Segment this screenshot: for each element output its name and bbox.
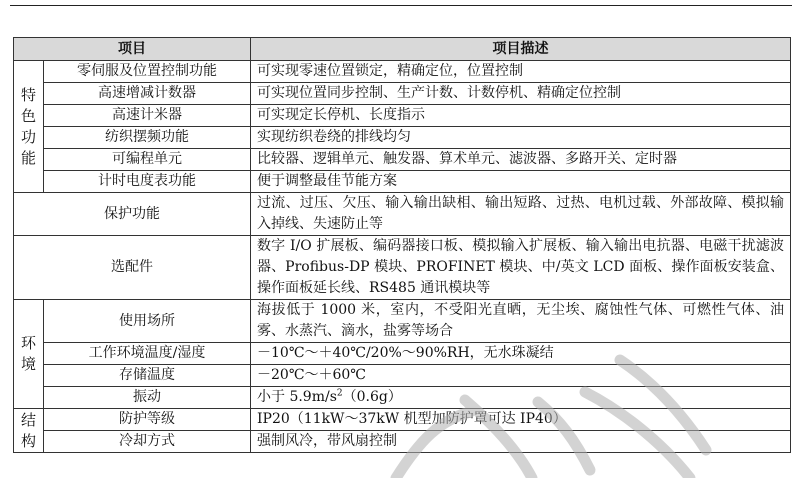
desc-cell: IP20（11kW～37kW 机型加防护罩可达 IP40） bbox=[251, 409, 791, 431]
table-row bbox=[14, 105, 791, 127]
table-row bbox=[14, 127, 791, 149]
group-environment: 环 境 bbox=[14, 300, 44, 409]
desc-cell: 便于调整最佳节能方案 bbox=[251, 171, 791, 193]
item-cell: 计时电度表功能 bbox=[44, 171, 251, 193]
desc-cell: －10℃～＋40℃/20%～90%RH，无水珠凝结 bbox=[251, 343, 791, 365]
table-row bbox=[14, 409, 791, 431]
item-cell: 纺织摆频功能 bbox=[44, 127, 251, 149]
desc-cell: 海拔低于 1000 米，室内，不受阳光直晒，无尘埃、腐蚀性气体、可燃性气体、油雾、水蒸汽、滴水，盐雾等场合 bbox=[251, 300, 791, 343]
table-row bbox=[14, 343, 791, 365]
item-cell: 使用场所 bbox=[44, 300, 251, 343]
table-row bbox=[14, 236, 791, 300]
desc-cell: 比较器、逻辑单元、触发器、算术单元、滤波器、多路开关、定时器 bbox=[251, 149, 791, 171]
table-row bbox=[14, 365, 791, 387]
table-row bbox=[14, 171, 791, 193]
vibration-value: 小于 5.9m/s bbox=[257, 389, 337, 405]
item-cell: 振动 bbox=[44, 387, 251, 409]
desc-cell: 可实现定长停机、长度指示 bbox=[251, 105, 791, 127]
table-row bbox=[14, 300, 791, 343]
table-row bbox=[14, 83, 791, 105]
table-row bbox=[14, 193, 791, 236]
desc-cell: 过流、过压、欠压、输入输出缺相、输出短路、过热、电机过载、外部故障、模拟输入掉线、失速防止等 bbox=[251, 193, 791, 236]
item-cell: 零伺服及位置控制功能 bbox=[44, 61, 251, 83]
desc-cell: 数字 I/O 扩展板、编码器接口板、模拟输入扩展板、输入输出电抗器、电磁干扰滤波器、Profibus-DP 模块、PROFINET 模块、中/英文 LCD 面板、操作面板安装盒、操作面板延长线、RS485 通讯模块等 bbox=[251, 236, 791, 300]
desc-cell: 强制风冷，带风扇控制 bbox=[251, 431, 791, 453]
header-description: 项目描述 bbox=[251, 38, 791, 61]
page-top-rule bbox=[10, 5, 792, 6]
item-cell: 可编程单元 bbox=[44, 149, 251, 171]
table-header-row bbox=[14, 38, 791, 61]
vibration-g: （0.6g） bbox=[342, 389, 402, 405]
desc-cell: 可实现零速位置锁定，精确定位，位置控制 bbox=[251, 61, 791, 83]
header-item: 项目 bbox=[14, 38, 251, 61]
item-cell: 保护功能 bbox=[14, 193, 251, 236]
desc-cell: 可实现位置同步控制、生产计数、计数停机、精确定位控制 bbox=[251, 83, 791, 105]
table-row bbox=[14, 431, 791, 453]
desc-cell bbox=[251, 387, 791, 409]
table-row bbox=[14, 149, 791, 171]
item-cell: 防护等级 bbox=[44, 409, 251, 431]
table-row bbox=[14, 387, 791, 409]
item-cell: 冷却方式 bbox=[44, 431, 251, 453]
item-cell: 存储温度 bbox=[44, 365, 251, 387]
desc-cell: －20℃～＋60℃ bbox=[251, 365, 791, 387]
item-cell: 高速计米器 bbox=[44, 105, 251, 127]
item-cell: 高速增减计数器 bbox=[44, 83, 251, 105]
spec-table bbox=[13, 37, 791, 453]
group-special-functions: 特 色 功 能 bbox=[14, 61, 44, 193]
vibration-exponent: 2 bbox=[336, 388, 343, 399]
item-cell: 工作环境温度/湿度 bbox=[44, 343, 251, 365]
table-row bbox=[14, 61, 791, 83]
desc-cell: 实现纺织卷绕的排线均匀 bbox=[251, 127, 791, 149]
group-structure: 结 构 bbox=[14, 409, 44, 453]
item-cell: 选配件 bbox=[14, 236, 251, 300]
